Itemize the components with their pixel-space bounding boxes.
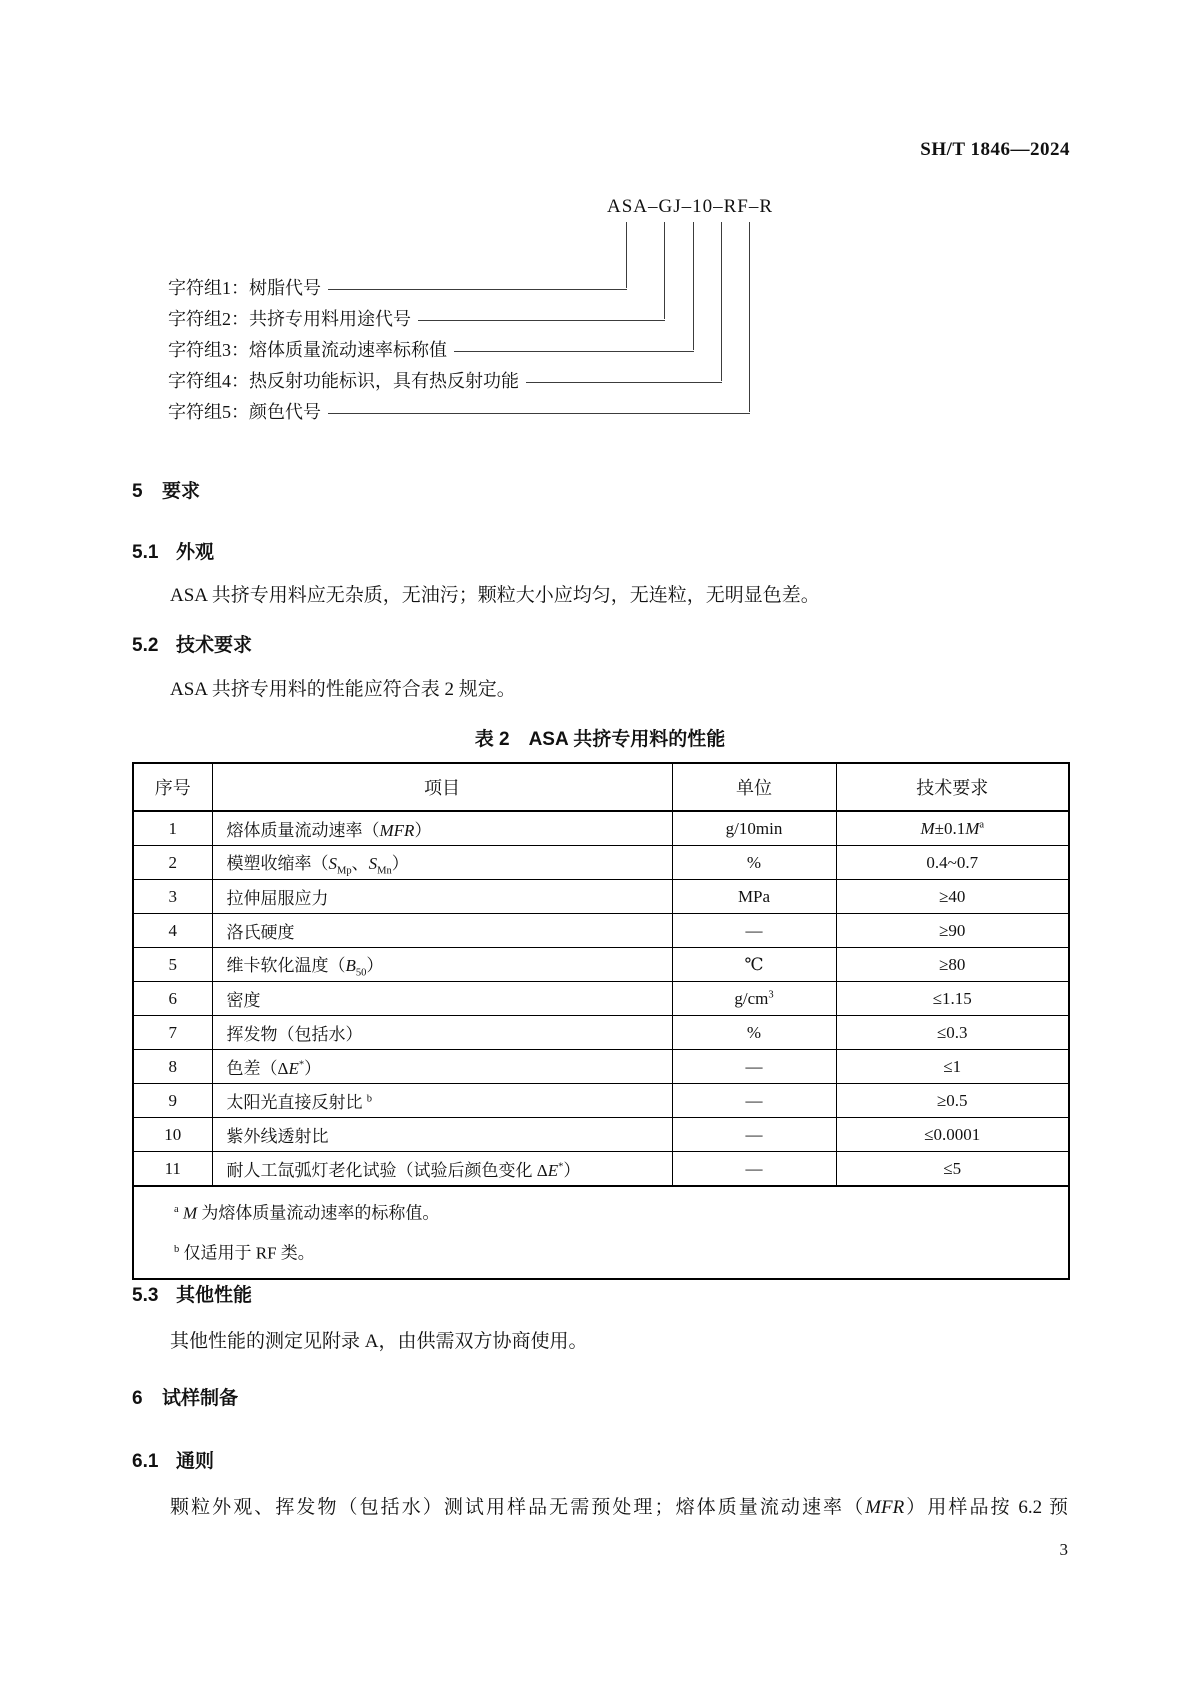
performance-table bbox=[132, 762, 1070, 1280]
table-column-header: 项目 bbox=[212, 763, 672, 811]
table-row bbox=[133, 1152, 1069, 1187]
leader-line bbox=[328, 400, 750, 414]
table-header-row bbox=[133, 763, 1069, 811]
table-row bbox=[133, 1118, 1069, 1152]
section-title: 其他性能 bbox=[176, 1285, 253, 1306]
diagram-label: 字符组4：热反射功能标识，具有热反射功能 bbox=[168, 371, 519, 391]
row-item: 维卡软化温度$(B_{50})$ bbox=[212, 948, 672, 982]
row-req: ≤0.0001 bbox=[836, 1118, 1069, 1152]
section-heading-6 bbox=[132, 1383, 238, 1410]
row-req: ≤1 bbox=[836, 1050, 1069, 1084]
row-item: 拉伸屈服应力 bbox=[212, 880, 672, 914]
row-no: 11 bbox=[133, 1152, 212, 1187]
row-req: $M\pm 0.1M^a$ bbox=[836, 811, 1069, 846]
row-unit: % bbox=[672, 846, 836, 880]
table-row bbox=[133, 914, 1069, 948]
table-footnote-row bbox=[133, 1186, 1069, 1279]
row-req: ≤1.15 bbox=[836, 982, 1069, 1016]
section-number: 6.1 bbox=[132, 1451, 159, 1472]
row-no: 4 bbox=[133, 914, 212, 948]
row-item: 熔体质量流动速率（MFR） bbox=[212, 811, 672, 846]
page-number: 3 bbox=[1059, 1540, 1068, 1559]
row-no: 5 bbox=[133, 948, 212, 982]
row-req: ≤0.3 bbox=[836, 1016, 1069, 1050]
row-req: ≥40 bbox=[836, 880, 1069, 914]
row-unit: — bbox=[672, 1084, 836, 1118]
section-title: 通则 bbox=[176, 1451, 215, 1472]
leader-line bbox=[328, 276, 627, 290]
row-no: 7 bbox=[133, 1016, 212, 1050]
row-item: 洛氏硬度 bbox=[212, 914, 672, 948]
row-no: 10 bbox=[133, 1118, 212, 1152]
section-number: 5.2 bbox=[132, 635, 159, 656]
row-item: 密度 bbox=[212, 982, 672, 1016]
section-heading-6-1 bbox=[132, 1446, 214, 1473]
row-unit: — bbox=[672, 1118, 836, 1152]
row-no: 8 bbox=[133, 1050, 212, 1084]
diagram-label-row bbox=[168, 400, 750, 424]
paragraph-appearance: ASA 共挤专用料应无杂质，无油污；颗粒大小应均匀，无连粒，无明显色差。 bbox=[170, 585, 820, 606]
section-heading-5 bbox=[132, 476, 200, 503]
connector-vline bbox=[721, 222, 722, 381]
row-unit: % bbox=[672, 1016, 836, 1050]
row-item: 色差（ΔE*） bbox=[212, 1050, 672, 1084]
row-item: 太阳光直接反射比 $^b$ bbox=[212, 1084, 672, 1118]
section-number: 5 bbox=[132, 481, 143, 502]
row-no: 3 bbox=[133, 880, 212, 914]
row-req: ≥90 bbox=[836, 914, 1069, 948]
section-title: 试样制备 bbox=[162, 1388, 239, 1409]
connector-vline bbox=[664, 222, 665, 319]
table-row bbox=[133, 948, 1069, 982]
table-row bbox=[133, 880, 1069, 914]
row-unit: $g/cm^3$ bbox=[672, 982, 836, 1016]
leader-line bbox=[418, 307, 665, 321]
standard-number-header: SH/T 1846—2024 bbox=[920, 139, 1070, 160]
section-title: 技术要求 bbox=[176, 635, 253, 656]
row-req: ≥80 bbox=[836, 948, 1069, 982]
table-column-header: 技术要求 bbox=[836, 763, 1069, 811]
paragraph-tech-req: ASA 共挤专用料的性能应符合表 2 规定。 bbox=[170, 679, 516, 700]
table-row bbox=[133, 811, 1069, 846]
diagram-label-row bbox=[168, 338, 694, 362]
section-heading-5-2 bbox=[132, 630, 252, 657]
row-unit: g/10min bbox=[672, 811, 836, 846]
row-unit: — bbox=[672, 914, 836, 948]
connector-vline bbox=[749, 222, 750, 412]
table-row bbox=[133, 982, 1069, 1016]
diagram-label-row bbox=[168, 276, 627, 300]
row-unit: — bbox=[672, 1152, 836, 1187]
diagram-label-row bbox=[168, 369, 722, 393]
row-unit: — bbox=[672, 1050, 836, 1084]
leader-line bbox=[526, 369, 722, 383]
diagram-label: 字符组5：颜色代号 bbox=[168, 402, 321, 422]
section-heading-5-1 bbox=[132, 537, 214, 564]
diagram-label: 字符组1：树脂代号 bbox=[168, 278, 321, 298]
row-no: 6 bbox=[133, 982, 212, 1016]
connector-vline bbox=[693, 222, 694, 350]
leader-line bbox=[454, 338, 694, 352]
row-item: 挥发物（包括水） bbox=[212, 1016, 672, 1050]
row-no: 1 bbox=[133, 811, 212, 846]
table-title: 表 2 ASA 共挤专用料的性能 bbox=[474, 729, 726, 750]
table-footnote: $^b$ 仅适用于 RF 类。 bbox=[174, 1243, 315, 1263]
row-no: 2 bbox=[133, 846, 212, 880]
table-column-header: 单位 bbox=[672, 763, 836, 811]
paragraph-other-perf: 其他性能的测定见附录 A，由供需双方协商使用。 bbox=[170, 1331, 588, 1352]
diagram-label: 字符组3：熔体质量流动速率标称值 bbox=[168, 340, 447, 360]
section-title: 外观 bbox=[176, 542, 215, 563]
table-footnote: $^a$ M 为熔体质量流动速率的标称值。 bbox=[174, 1203, 440, 1223]
row-req: ≥0.5 bbox=[836, 1084, 1069, 1118]
row-req: ≤5 bbox=[836, 1152, 1069, 1187]
row-no: 9 bbox=[133, 1084, 212, 1118]
table-row bbox=[133, 1084, 1069, 1118]
row-item: 耐人工氙弧灯老化试验（试验后颜色变化 ΔE*） bbox=[212, 1152, 672, 1187]
section-heading-5-3 bbox=[132, 1280, 252, 1307]
section-number: 6 bbox=[132, 1388, 143, 1409]
paragraph-general: 颗粒外观、挥发物（包括水）测试用样品无需预处理；熔体质量流动速率（MFR）用样品按 6.2 预 bbox=[170, 1497, 1068, 1518]
table-row bbox=[133, 1016, 1069, 1050]
table-row bbox=[133, 1050, 1069, 1084]
row-req: 0.4~0.7 bbox=[836, 846, 1069, 880]
row-item: 紫外线透射比 bbox=[212, 1118, 672, 1152]
designation-code: ASA–GJ–10–RF–R bbox=[607, 196, 774, 217]
section-number: 5.3 bbox=[132, 1285, 159, 1306]
diagram-label: 字符组2：共挤专用料用途代号 bbox=[168, 309, 411, 329]
table-footnotes-cell bbox=[133, 1186, 1069, 1279]
section-number: 5.1 bbox=[132, 542, 159, 563]
row-item: 模塑收缩率（$S_{Mp}$、$S_{Mn}$） bbox=[212, 846, 672, 880]
row-unit: ℃ bbox=[672, 948, 836, 982]
table-row bbox=[133, 846, 1069, 880]
diagram-label-row bbox=[168, 307, 665, 331]
section-title: 要求 bbox=[162, 481, 201, 502]
row-unit: MPa bbox=[672, 880, 836, 914]
table-column-header: 序号 bbox=[133, 763, 212, 811]
